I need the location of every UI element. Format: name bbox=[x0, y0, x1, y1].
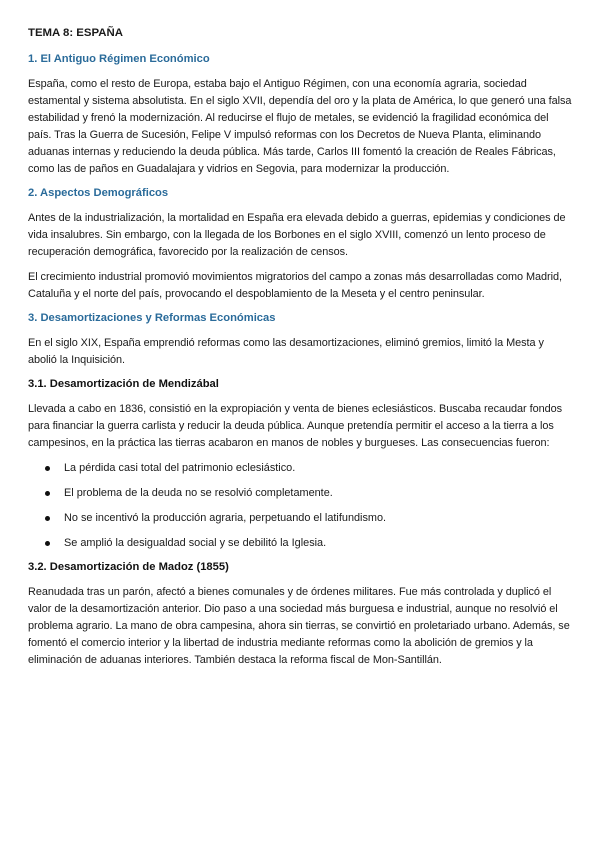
paragraph-demografia-migraciones: El crecimiento industrial promovió movimientos migratorios del campo a zonas más desarrolladas como Madrid, Cataluña y el norte del país, provocando el despoblamiento de la Meseta y el centro peninsular. bbox=[28, 271, 562, 300]
list-item bbox=[28, 460, 573, 477]
document-title: TEMA 8: ESPAÑA bbox=[28, 27, 123, 39]
paragraph-reformas-siglo-xix: En el siglo XIX, España emprendió reformas como las desamortizaciones, eliminó gremios, limitó la Mesta y abolió la Inquisición. bbox=[28, 337, 544, 366]
list-item-text: Se amplió la desigualdad social y se debilitó la Iglesia. bbox=[64, 537, 327, 549]
section-heading-desamortizaciones: 3. Desamortizaciones y Reformas Económicas bbox=[28, 312, 276, 324]
subsection-heading-madoz: 3.2. Desamortización de Madoz (1855) bbox=[28, 561, 229, 573]
document-page bbox=[28, 26, 573, 677]
paragraph-madoz: Reanudada tras un parón, afectó a bienes comunales y de órdenes militares. Fue más controlada y duplicó el valor de la desamortización anterior. Dio paso a una sociedad más burguesa e industrial, aunque no resolvió el problema agrario. La mano de obra campesina, ahora sin tierras, se convirtió en proletariado urbano. Además, se fomentó el comercio interior y la libertad de industria mediante reformas como la abolición de gremios y la eliminación de aduanas interiores. También destaca la reforma fiscal de Mon-Santillán. bbox=[28, 586, 570, 666]
paragraph-demografia-mortalidad: Antes de la industrialización, la mortalidad en España era elevada debido a guerras, epidemias y condiciones de vida insalubres. Sin embargo, con la llegada de los Borbones en el siglo XVIII, comenzó un lento proceso de recuperación demográfica, favorecido por la realización de censos. bbox=[28, 212, 566, 258]
list-item bbox=[28, 510, 573, 527]
list-item-text: No se incentivó la producción agraria, perpetuando el latifundismo. bbox=[64, 512, 387, 524]
bullet-icon bbox=[45, 466, 50, 471]
list-item bbox=[28, 535, 573, 552]
list-item-text: El problema de la deuda no se resolvió completamente. bbox=[64, 487, 333, 499]
subsection-heading-mendizabal: 3.1. Desamortización de Mendizábal bbox=[28, 378, 219, 390]
section-heading-demografia: 2. Aspectos Demográficos bbox=[28, 187, 169, 199]
bullet-icon bbox=[45, 541, 50, 546]
paragraph-antiguo-regimen: España, como el resto de Europa, estaba bajo el Antiguo Régimen, con una economía agraria, sociedad estamental y sistema absolutista. En el siglo XVII, dependía del oro y la plata de América, lo que generó una falsa estabilidad y frenó la modernización. Al reducirse el flujo de metales, se evidenció la fragilidad económica del país. Tras la Guerra de Sucesión, Felipe V impulsó reformas con los Decretos de Nueva Planta, eliminando aduanas internas y reduciendo la deuda pública. Más tarde, Carlos III fomentó la creación de Reales Fábricas, como las de paños en Guadalajara y vidrios en Segovia, para modernizar la producción. bbox=[28, 78, 572, 175]
bullet-icon bbox=[45, 491, 50, 496]
paragraph-mendizabal: Llevada a cabo en 1836, consistió en la expropiación y venta de bienes eclesiásticos. Buscaba recaudar fondos para financiar la guerra carlista y reducir la deuda pública. Aunque pretendía permitir el acceso a la tierra a los campesinos, en la práctica las tierras acabaron en manos de nobles y burgueses. Las consecuencias fueron: bbox=[28, 403, 562, 449]
section-heading-antiguo-regimen: 1. El Antiguo Régimen Económico bbox=[28, 53, 210, 65]
list-item bbox=[28, 485, 573, 502]
bullet-icon bbox=[45, 516, 50, 521]
consequences-list bbox=[28, 460, 573, 552]
list-item-text: La pérdida casi total del patrimonio eclesiástico. bbox=[64, 462, 296, 474]
